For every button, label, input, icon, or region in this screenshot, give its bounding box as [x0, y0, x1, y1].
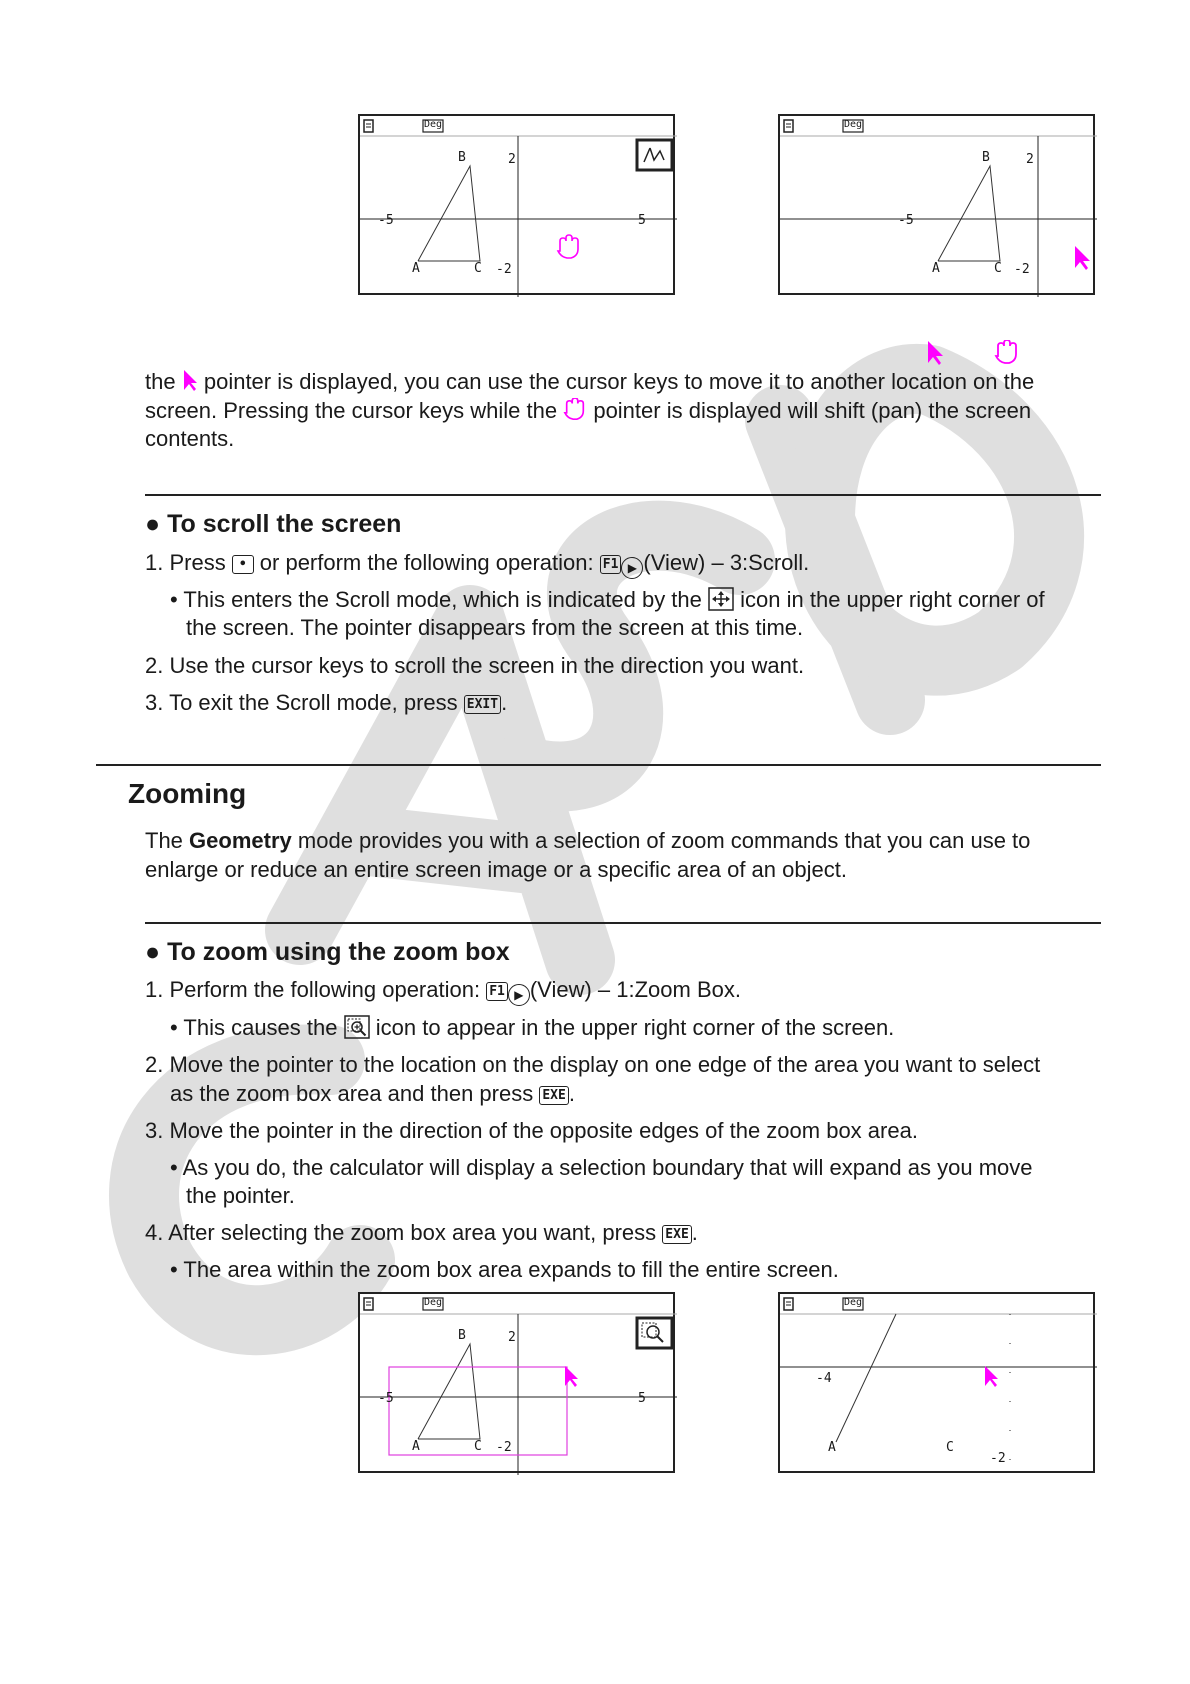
axis-tick-label: 5 — [638, 213, 646, 228]
mode-badge: Deg — [424, 119, 443, 130]
intro-line-1: the pointer is displayed, you can use the cursor keys to move it to another location on the — [145, 369, 1035, 394]
point-label-c: C — [474, 1439, 482, 1454]
section-divider — [145, 922, 1101, 924]
axis-tick-label: -5 — [898, 213, 914, 228]
arrow-pointer-icon — [182, 369, 198, 393]
scroll-bullet-1-cont: the screen. The pointer disappears from the screen at this time. — [186, 615, 804, 640]
point-label-c: C — [994, 261, 1002, 276]
mode-badge: Deg — [424, 1297, 443, 1308]
zoom-step-2: 2. Move the pointer to the location on the display on one edge of the area you want to select — [145, 1052, 1041, 1077]
right-arrow-key: ▶ — [508, 984, 530, 1006]
axis-tick-label: -2 — [990, 1451, 1006, 1466]
axis-tick-label: -2 — [1014, 262, 1030, 277]
point-label-b: B — [458, 1328, 466, 1343]
calculator-screen-zoomed — [778, 1292, 1095, 1473]
exe-key: EXE — [539, 1086, 568, 1105]
intro-line-2: screen. Pressing the cursor keys while the pointer is displayed will shift (pan) the screen — [145, 398, 1032, 423]
point-label-a: A — [412, 261, 420, 276]
point-label-c: C — [474, 261, 482, 276]
f1-key: F1 — [600, 555, 622, 574]
scroll-heading: ● To scroll the screen — [145, 510, 402, 538]
axis-tick-label: -5 — [378, 213, 394, 228]
point-label-b: B — [982, 150, 990, 165]
axis-tick-label: -4 — [816, 1371, 832, 1386]
zooming-para-line-1: The Geometry mode provides you with a selection of zoom commands that you can use to — [145, 828, 1031, 853]
point-label-a: A — [932, 261, 940, 276]
axis-tick-label: 2 — [1026, 152, 1034, 167]
calculator-screen-pan — [358, 114, 675, 295]
scroll-step-2: 2. Use the cursor keys to scroll the screen in the direction you want. — [145, 653, 805, 678]
point-label-a: A — [828, 1440, 836, 1455]
center-key: • — [232, 555, 254, 574]
scroll-bullet-1: • This enters the Scroll mode, which is indicated by the icon in the upper right corner of — [170, 587, 1045, 612]
calculator-screen-pointer — [778, 114, 1095, 295]
zooming-para-line-2: enlarge or reduce an entire screen image or a specific area of an object. — [145, 857, 847, 882]
axis-tick-label: -2 — [496, 262, 512, 277]
hand-pointer-icon — [994, 340, 1020, 366]
zoom-bullet-3-cont: the pointer. — [186, 1183, 295, 1208]
zoom-bullet-1: • This causes the icon to appear in the upper right corner of the screen. — [170, 1015, 895, 1040]
axis-tick-label: -5 — [378, 1391, 394, 1406]
hand-pointer-icon — [563, 398, 587, 422]
zoom-step-3: 3. Move the pointer in the direction of the opposite edges of the zoom box area. — [145, 1118, 918, 1143]
zoom-bullet-4: • The area within the zoom box area expands to fill the entire screen. — [170, 1257, 839, 1282]
scroll-step-1: 1. Press • or perform the following operation: F1 ▶ (View) – 3:Scroll. — [145, 548, 809, 579]
bullet-dot: ● — [145, 938, 161, 966]
intro-line-3: contents. — [145, 426, 235, 451]
axis-tick-label: -2 — [496, 1440, 512, 1455]
zoom-step-4: 4. After selecting the zoom box area you want, press EXE . — [145, 1220, 698, 1245]
zoom-step-1: 1. Perform the following operation: F1 ▶ (View) – 1:Zoom Box. — [145, 975, 741, 1006]
right-arrow-key: ▶ — [621, 557, 643, 579]
section-divider — [96, 764, 1101, 766]
mode-badge: Deg — [844, 1297, 863, 1308]
bullet-dot: ● — [145, 510, 161, 538]
exe-key: EXE — [662, 1225, 691, 1244]
axis-tick-label: 2 — [508, 152, 516, 167]
zooming-title: Zooming — [128, 778, 247, 809]
scroll-step-3: 3. To exit the Scroll mode, press EXIT . — [145, 690, 508, 715]
zoom-box-icon — [344, 1015, 370, 1039]
zoom-box-heading: ● To zoom using the zoom box — [145, 938, 510, 966]
exit-key: EXIT — [464, 695, 501, 714]
mode-badge: Deg — [844, 119, 863, 130]
scroll-mode-icon — [708, 587, 734, 611]
arrow-pointer-icon — [926, 340, 944, 366]
calculator-screen-zoom-box — [358, 1292, 675, 1473]
point-label-b: B — [458, 150, 466, 165]
point-label-a: A — [412, 1439, 420, 1454]
section-divider — [145, 494, 1101, 496]
zoom-bullet-3: • As you do, the calculator will display a selection boundary that will expand as you move — [170, 1155, 1033, 1180]
axis-tick-label: 2 — [508, 1330, 516, 1345]
zoom-step-2-cont: as the zoom box area and then press EXE . — [170, 1081, 575, 1106]
point-label-c: C — [946, 1440, 954, 1455]
axis-tick-label: 5 — [638, 1391, 646, 1406]
f1-key: F1 — [486, 982, 508, 1001]
